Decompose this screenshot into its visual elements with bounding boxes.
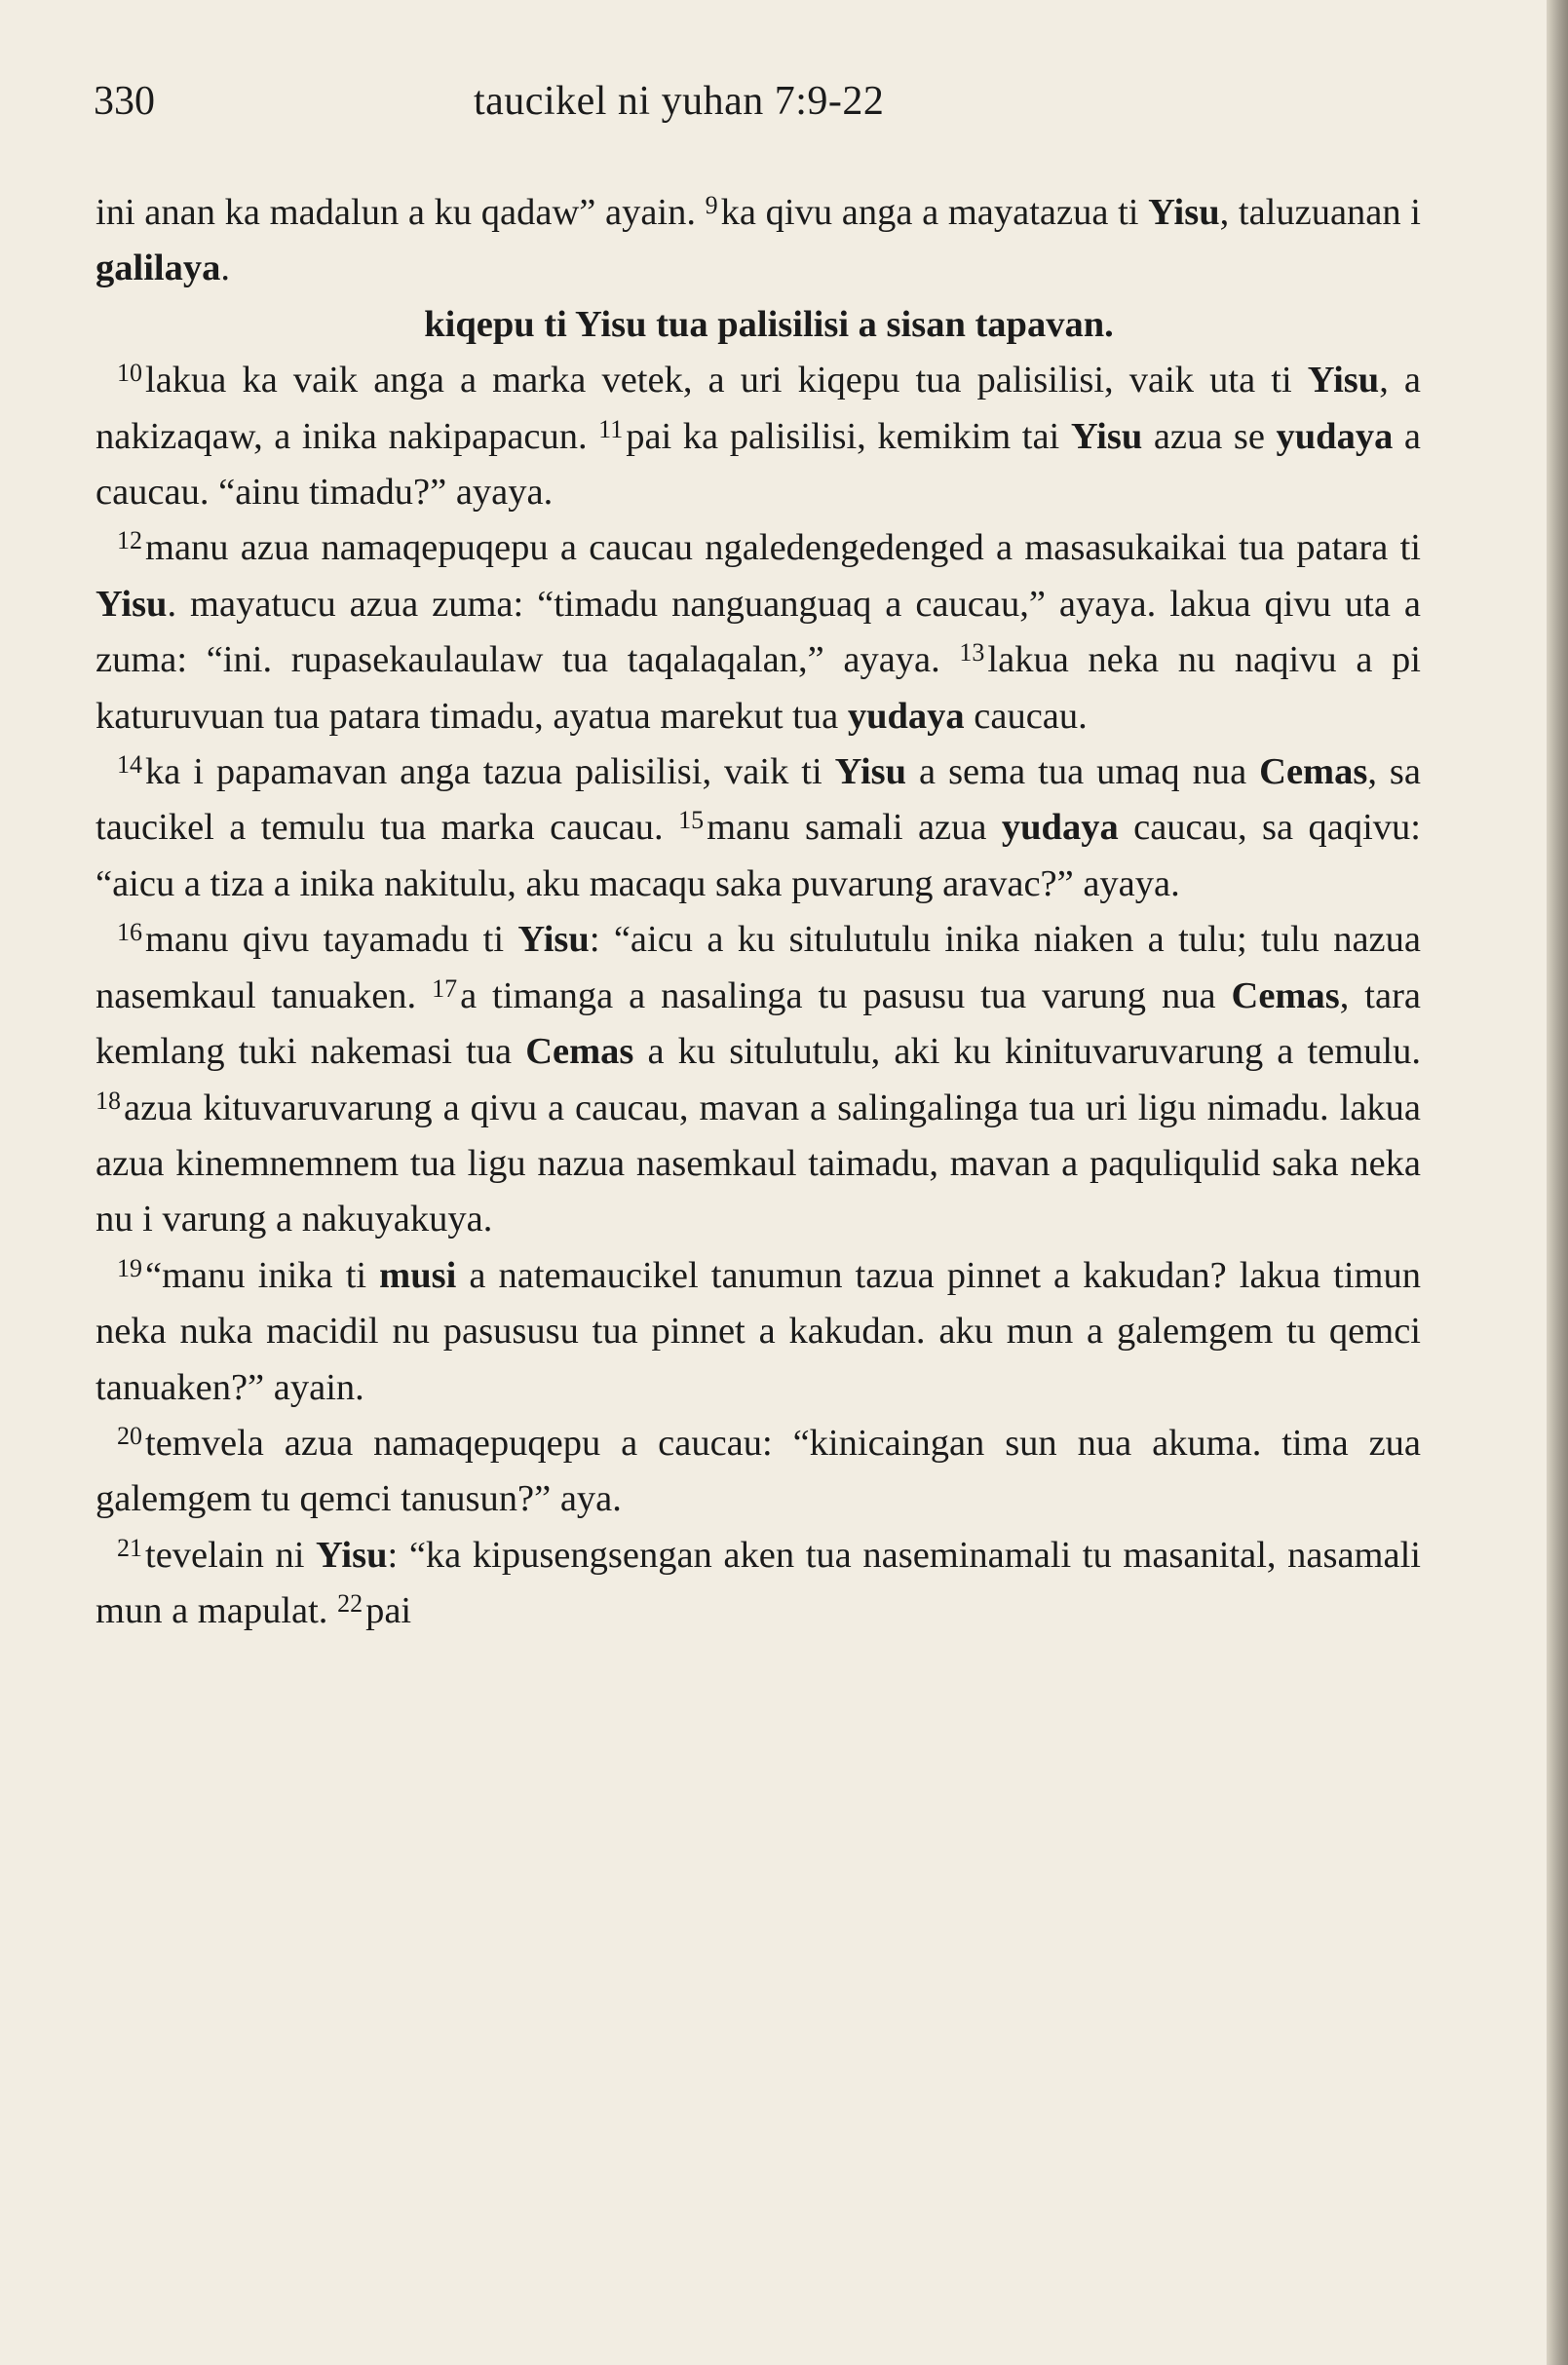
paragraph: [96, 353, 1421, 520]
text: caucau.: [964, 695, 1088, 737]
text: lakua neka nu naqivu a pi katuruvuan tua patara timadu, ayatua marekut tua: [96, 639, 1421, 737]
text: azua se: [1142, 415, 1277, 457]
paragraph: [96, 912, 1421, 1247]
verse-number: 11: [598, 414, 624, 443]
text: manu qivu tayamadu ti: [145, 919, 518, 961]
verse-number: 9: [705, 191, 718, 219]
text: , sa taucikel a temulu tua marka caucau.: [96, 751, 1421, 849]
text: a ku situlutulu, aki ku kinituvaruvarung a temulu.: [633, 1031, 1421, 1073]
paragraph: [96, 1416, 1421, 1528]
verse-number: 18: [96, 1086, 121, 1115]
proper-name: Yisu: [96, 583, 168, 625]
paragraph: [96, 185, 1421, 297]
verse-number: 15: [678, 806, 705, 835]
proper-name: Yisu: [1148, 192, 1220, 233]
proper-name: Cemas: [1231, 974, 1340, 1016]
text: manu azua namaqepuqepu a caucau ngaledengedenged a masasukaikai tua patara ti: [145, 527, 1421, 569]
text: , taluzuanan i: [1219, 192, 1421, 233]
proper-name: musi: [379, 1254, 457, 1296]
verse-number: 20: [117, 1421, 142, 1450]
page-edge: [1547, 0, 1568, 2365]
proper-name: Yisu: [1307, 360, 1380, 401]
text: pai ka palisilisi, kemikim tai: [626, 415, 1071, 457]
proper-name: Yisu: [316, 1534, 388, 1576]
text: ka i papamavan anga tazua palisilisi, vaik ti: [145, 751, 835, 793]
text: : “aicu a ku situlutulu inika niaken a tulu; tulu nazua nasemkaul tanuaken.: [96, 919, 1421, 1016]
proper-name: Yisu: [834, 751, 907, 793]
paragraph: [96, 1528, 1421, 1640]
proper-name: yudaya: [847, 695, 965, 737]
text: , a nakizaqaw, a inika nakipapacun.: [96, 360, 1422, 457]
section-heading: kiqepu ti Yisu tua palisilisi a sisan tapavan.: [424, 303, 1114, 345]
proper-name: Yisu: [517, 919, 590, 961]
verse-number: 17: [432, 973, 458, 1003]
text: a natemaucikel tanumun tazua pinnet a kakudan? lakua timun neka nuka macidil nu pasususu tua pinnet a kakudan. aku mun a galemgem tu qemci tanuaken?” ayain.: [96, 1254, 1422, 1408]
page-header: [94, 72, 1419, 131]
verse-number: 14: [117, 750, 142, 780]
verse-number: 13: [959, 638, 985, 668]
scripture-text: [96, 185, 1421, 1640]
text: manu samali azua: [707, 807, 1002, 849]
paragraph: [96, 1248, 1421, 1416]
text: a timanga a nasalinga tu pasusu tua varung nua: [460, 974, 1232, 1016]
text: pai: [365, 1590, 412, 1632]
paragraph: [96, 744, 1421, 912]
text: ini anan ka madalun a ku qadaw” ayain.: [96, 192, 706, 233]
running-title: taucikel ni yuhan 7:9-22: [474, 79, 885, 124]
text: lakua ka vaik anga a marka vetek, a uri kiqepu tua palisilisi, vaik uta ti: [145, 360, 1308, 401]
text: ka qivu anga a mayatazua ti: [720, 192, 1149, 233]
verse-number: 19: [117, 1253, 142, 1282]
proper-name: yudaya: [1001, 807, 1119, 849]
text: tevelain ni: [145, 1534, 317, 1576]
text: “manu inika ti: [145, 1254, 380, 1296]
verse-number: 12: [117, 526, 142, 555]
text: : “ka kipusengsengan aken tua naseminamali tu masanital, nasamali mun a mapulat.: [96, 1534, 1421, 1632]
verse-number: 21: [117, 1533, 142, 1562]
text: . mayatucu azua zuma: “timadu nanguanguaq a caucau,” ayaya. lakua qivu uta a zuma: “ini. rupasekaulaulaw tua taqalaqalan,” ayaya.: [96, 583, 1421, 681]
text: a caucau. “ainu timadu?” ayaya.: [96, 415, 1421, 514]
text: azua kituvaruvarung a qivu a caucau, mavan a salingalinga tua uri ligu nimadu. lakua azua kinemnemnem tua ligu nazua nasemkaul taimadu, mavan a paquliqulid saka neka nu i varung a nakuyakuya.: [96, 1087, 1421, 1240]
text: temvela azua namaqepuqepu a caucau: “kinicaingan sun nua akuma. tima zua galemgem tu qemci tanusun?” aya.: [96, 1422, 1421, 1520]
text: .: [220, 248, 230, 289]
proper-name: galilaya: [96, 248, 221, 289]
proper-name: Cemas: [525, 1031, 634, 1073]
verse-number: 22: [337, 1589, 363, 1619]
verse-number: 16: [117, 918, 142, 947]
text: caucau, sa qaqivu: “aicu a tiza a inika nakitulu, aku macaqu saka puvarung aravac?” ayaya.: [96, 807, 1421, 904]
proper-name: yudaya: [1276, 415, 1394, 457]
proper-name: Yisu: [1070, 415, 1143, 457]
page-number: 330: [94, 79, 155, 124]
text: a sema tua umaq nua: [906, 751, 1260, 793]
verse-number: 10: [117, 359, 142, 388]
text: , tara kemlang tuki nakemasi tua: [96, 974, 1421, 1073]
paragraph: [96, 520, 1421, 744]
proper-name: Cemas: [1259, 751, 1368, 793]
